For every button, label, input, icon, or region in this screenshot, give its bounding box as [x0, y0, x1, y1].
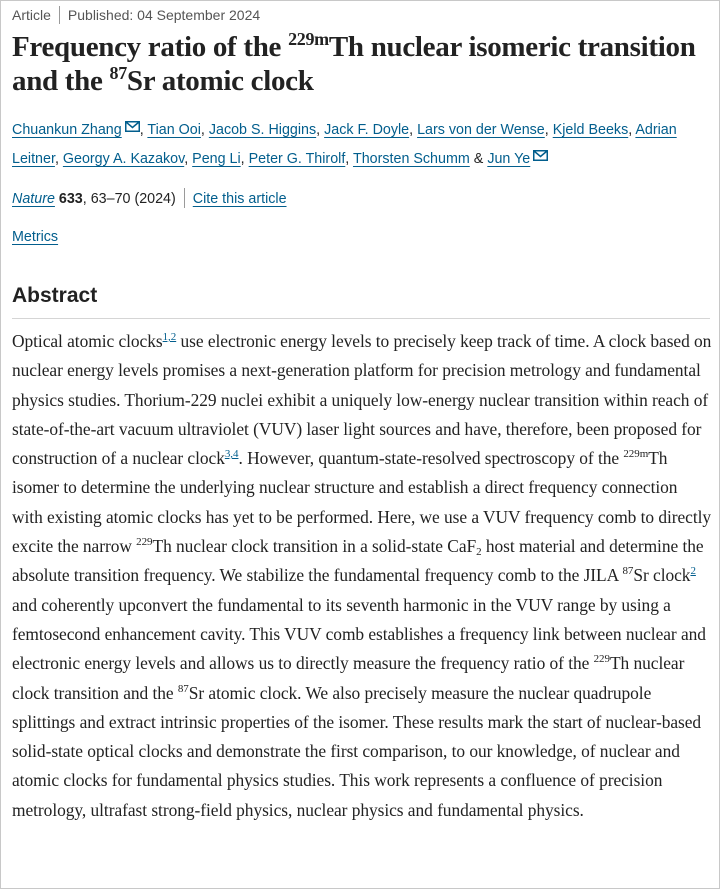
abstract-segment: Sr clock	[633, 565, 691, 586]
title-text-3: Sr atomic clock	[126, 65, 314, 97]
abstract-segment: and coherently upconvert the fundamental to its seventh harmonic in the VUV range by using a femtosecond enhancement cavity. This VUV comb establishes a frequency link between nuclear and electronic energy levels and allows us to directly measure the frequency ratio of the	[12, 594, 706, 674]
author-link[interactable]: Kjeld Beeks	[552, 122, 629, 138]
abstract-segment: . However, quantum-state-resolved spectroscopy of the	[238, 448, 624, 469]
author-link[interactable]: Thorsten Schumm	[352, 151, 470, 167]
citation-separator	[184, 188, 185, 208]
abstract-text	[12, 327, 712, 825]
isotope-superscript: 87	[622, 565, 634, 578]
author-link[interactable]: Lars von der Wense	[417, 122, 545, 138]
abstract-segment: Th nuclear clock transition in a solid-state CaF	[152, 536, 477, 557]
article-type: Article	[12, 7, 51, 23]
abstract-segment: Sr atomic clock. We also precisely measure the nuclear quadrupole splittings and extract intrinsic properties of the isomer. These results mark the start of nuclear-based solid-state optical clocks and demonstrate the first comparison, to our knowledge, of nuclear and atomic clocks for fundamental physics studies. This work represents a confluence of precision metrology, ultrafast strong-field physics, nuclear physics and fundamental physics.	[12, 682, 702, 820]
isotope-superscript: 229m	[623, 448, 649, 461]
volume-number: 633	[58, 191, 83, 207]
metrics-section	[12, 226, 58, 248]
article-title	[12, 30, 712, 98]
metrics-link[interactable]: Metrics	[12, 229, 59, 245]
author-list: Chuankun Zhang , Tian Ooi, Jacob S. Higgins, Jack F. Doyle, Lars von der Wense, Kjeld Beeks, Adrian Leitner, Georgy A. Kazakov, Peng Li, Peter G. Thirolf, Thorsten Schumm & Jun Ye	[12, 122, 677, 167]
abstract-segment: Optical atomic clocks	[12, 331, 163, 351]
envelope-icon[interactable]	[533, 150, 548, 161]
reference-link[interactable]: 3,4	[224, 448, 239, 461]
pages-year: , 63–70 (2024)	[82, 191, 176, 207]
abstract-segment: host material and determine the absolute transition frequency. We stabilize the fundamental frequency comb to the JILA	[12, 536, 704, 586]
reference-link[interactable]: 2	[690, 565, 696, 578]
and-separator: &	[473, 151, 484, 167]
author-link[interactable]: Georgy A. Kazakov	[62, 151, 185, 167]
title-text-1: Frequency ratio of the	[12, 31, 289, 63]
author-link[interactable]: Adrian Leitner	[12, 122, 677, 167]
author-link[interactable]: Peter G. Thirolf	[248, 151, 346, 167]
title-text-2: Th nuclear isomeric transition and the	[12, 31, 696, 97]
envelope-icon[interactable]	[125, 121, 140, 132]
author-link[interactable]: Peng Li	[192, 151, 241, 167]
author-link[interactable]: Jacob S. Higgins	[208, 122, 317, 138]
journal-link[interactable]: Nature	[12, 191, 55, 207]
article-meta	[12, 6, 260, 24]
abstract-segment: Th nuclear clock transition and the	[12, 653, 685, 703]
published-date: Published: 04 September 2024	[67, 7, 261, 23]
isotope-superscript: 87	[177, 682, 189, 695]
abstract-segment: use electronic energy levels to precisely keep track of time. A clock based on nuclear energy levels promises a next-generation platform for precision metrology and fundamental physics studies. Thorium-229 nuclei exhibit a uniquely low-energy nuclear transition within reach of state-of-the-art vacuum ultraviolet (VUV) laser light sources and have, therefore, been proposed for construction of a nuclear clock	[12, 331, 712, 469]
title-sup-229m: 229m	[288, 29, 329, 49]
section-divider	[12, 318, 710, 319]
citation-line	[12, 188, 287, 210]
author-link[interactable]: Jun Ye	[487, 151, 531, 167]
reference-link[interactable]: 1,2	[162, 331, 177, 343]
isotope-superscript: 229	[136, 536, 153, 549]
abstract-segment: Th isomer to determine the underlying nuclear structure and establish a direct frequency connection with existing atomic clocks has yet to be performed. Here, we use a VUV frequency comb to directly excite the narrow	[12, 448, 712, 557]
abstract-heading: Abstract	[12, 284, 98, 307]
isotope-superscript: 229	[593, 653, 610, 666]
formula-subscript: 2	[476, 546, 482, 559]
author-link[interactable]: Tian Ooi	[147, 122, 201, 138]
meta-separator	[59, 6, 60, 24]
cite-this-article-link[interactable]: Cite this article	[192, 191, 287, 207]
title-sup-87: 87	[109, 63, 127, 83]
author-link[interactable]: Jack F. Doyle	[324, 122, 410, 138]
author-link[interactable]: Chuankun Zhang	[12, 122, 122, 138]
